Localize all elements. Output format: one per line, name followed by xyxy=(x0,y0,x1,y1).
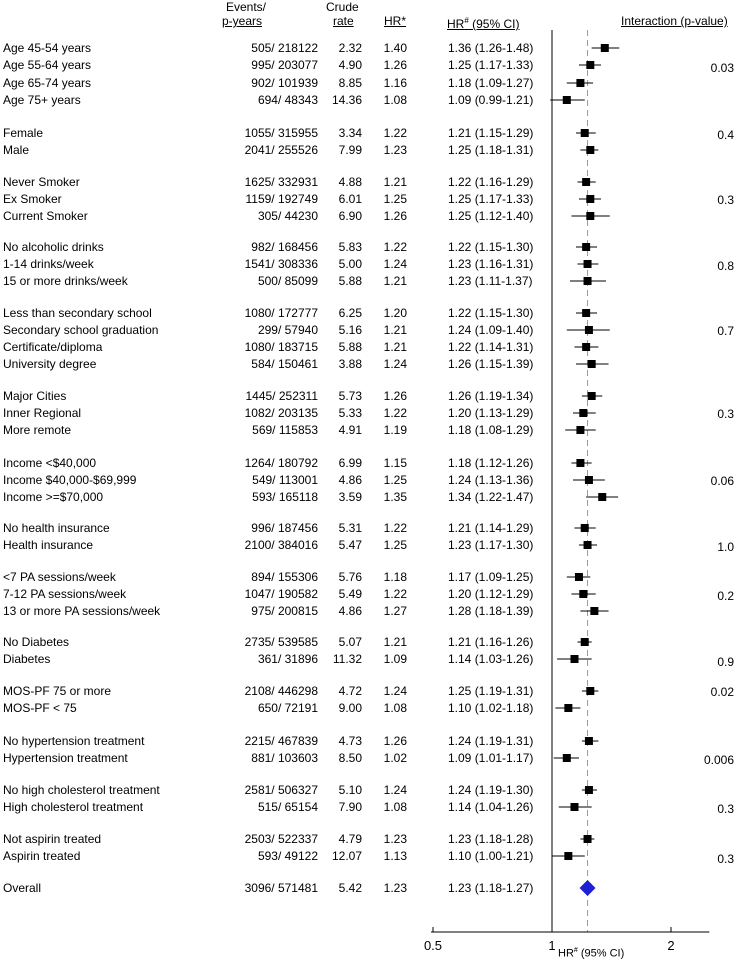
row-hr: 1.26 xyxy=(383,58,407,72)
row-crude-rate: 5.76 xyxy=(338,570,362,584)
row-hr: 1.23 xyxy=(383,881,407,895)
row-hr-ci: 1.20 (1.12-1.29) xyxy=(448,587,534,601)
row-events: 982/ 168456 xyxy=(251,240,318,254)
row-hr: 1.25 xyxy=(383,192,407,206)
row-hr-ci: 1.28 (1.18-1.39) xyxy=(448,604,534,618)
interaction-p-value: 0.2 xyxy=(717,589,734,603)
row-crude-rate: 5.47 xyxy=(338,538,362,552)
row-crude-rate: 5.42 xyxy=(338,881,362,895)
interaction-p-value: 0.3 xyxy=(717,407,734,421)
row-label: More remote xyxy=(3,423,72,437)
row-hr-ci: 1.10 (1.00-1.21) xyxy=(448,849,534,863)
hr-square xyxy=(588,360,596,368)
row-hr-ci: 1.23 (1.18-1.27) xyxy=(448,881,534,895)
row-hr-ci: 1.24 (1.09-1.40) xyxy=(448,323,534,337)
row-hr: 1.02 xyxy=(383,751,407,765)
row-events: 1159/ 192749 xyxy=(245,192,318,206)
overall-diamond xyxy=(580,880,596,896)
row-events: 299/ 57940 xyxy=(257,323,318,337)
row-hr: 1.24 xyxy=(383,684,407,698)
header-crude-line1: Crude xyxy=(326,0,359,14)
row-hr: 1.22 xyxy=(383,126,407,140)
row-events: 694/ 48343 xyxy=(257,93,318,107)
interaction-p-value: 0.3 xyxy=(717,802,734,816)
row-crude-rate: 3.59 xyxy=(338,490,362,504)
row-crude-rate: 11.32 xyxy=(332,652,362,666)
row-label: Income >=$70,000 xyxy=(3,490,104,504)
row-hr-ci: 1.25 (1.19-1.31) xyxy=(448,684,534,698)
row-events: 584/ 150461 xyxy=(251,357,318,371)
row-hr-ci: 1.09 (0.99-1.21) xyxy=(448,93,534,107)
row-label: Not aspirin treated xyxy=(3,832,102,846)
row-events: 1080/ 172777 xyxy=(244,306,318,320)
row-crude-rate: 6.90 xyxy=(338,209,362,223)
row-hr-ci: 1.23 (1.18-1.28) xyxy=(448,832,534,846)
hr-square xyxy=(575,573,583,581)
header-hr-ci: HR# (95% CI) xyxy=(447,16,520,31)
row-label: Male xyxy=(3,143,30,157)
row-label: Major Cities xyxy=(3,389,67,403)
hr-square xyxy=(601,44,609,52)
row-hr: 1.20 xyxy=(383,306,407,320)
row-crude-rate: 4.86 xyxy=(338,473,362,487)
row-hr: 1.26 xyxy=(383,209,407,223)
interaction-p-value: 1.0 xyxy=(717,540,734,554)
row-label: Current Smoker xyxy=(3,209,88,223)
row-events: 549/ 113001 xyxy=(252,473,318,487)
row-label: 7-12 PA sessions/week xyxy=(3,587,127,601)
hr-square xyxy=(585,326,593,334)
row-hr-ci: 1.22 (1.15-1.30) xyxy=(448,240,534,254)
row-crude-rate: 4.90 xyxy=(338,58,362,72)
hr-square xyxy=(584,541,592,549)
row-hr-ci: 1.21 (1.16-1.26) xyxy=(448,635,534,649)
row-crude-rate: 5.16 xyxy=(338,323,362,337)
hr-square xyxy=(563,96,571,104)
hr-square xyxy=(582,343,590,351)
row-hr: 1.21 xyxy=(383,323,407,337)
row-hr-ci: 1.25 (1.12-1.40) xyxy=(448,209,534,223)
row-hr: 1.22 xyxy=(383,587,407,601)
hr-square xyxy=(586,195,594,203)
hr-square xyxy=(582,309,590,317)
row-crude-rate: 3.88 xyxy=(338,357,362,371)
row-crude-rate: 8.85 xyxy=(338,76,362,90)
row-hr-ci: 1.22 (1.14-1.31) xyxy=(448,340,534,354)
row-events: 2041/ 255526 xyxy=(244,143,318,157)
row-events: 1047/ 190582 xyxy=(244,587,318,601)
row-hr-ci: 1.23 (1.17-1.30) xyxy=(448,538,534,552)
row-hr: 1.24 xyxy=(383,783,407,797)
row-hr-ci: 1.21 (1.15-1.29) xyxy=(448,126,534,140)
row-hr-ci: 1.20 (1.13-1.29) xyxy=(448,406,534,420)
row-crude-rate: 5.83 xyxy=(338,240,362,254)
row-hr-ci: 1.18 (1.09-1.27) xyxy=(448,76,534,90)
row-label: Age 55-64 years xyxy=(3,58,92,72)
row-events: 361/ 31896 xyxy=(257,652,318,666)
row-label: Aspirin treated xyxy=(3,849,81,863)
interaction-p-value: 0.03 xyxy=(710,61,734,75)
row-label: 15 or more drinks/week xyxy=(3,274,128,288)
interaction-p-value: 0.9 xyxy=(717,655,734,669)
interaction-p-value: 0.02 xyxy=(710,685,734,699)
row-label: Age 75+ years xyxy=(3,93,81,107)
row-events: 1541/ 308336 xyxy=(244,257,318,271)
hr-square xyxy=(579,590,587,598)
row-hr-ci: 1.34 (1.22-1.47) xyxy=(448,490,534,504)
hr-square xyxy=(576,426,584,434)
row-hr: 1.08 xyxy=(383,800,407,814)
row-crude-rate: 6.25 xyxy=(338,306,362,320)
row-events: 515/ 65154 xyxy=(257,800,318,814)
row-label: Never Smoker xyxy=(3,175,80,189)
row-crude-rate: 5.07 xyxy=(338,635,362,649)
row-label: <7 PA sessions/week xyxy=(3,570,116,584)
row-crude-rate: 4.88 xyxy=(338,175,362,189)
hr-square xyxy=(563,754,571,762)
header-crude-line2: rate xyxy=(333,14,354,28)
row-hr-ci: 1.09 (1.01-1.17) xyxy=(448,751,534,765)
interaction-p-value: 0.3 xyxy=(717,193,734,207)
row-crude-rate: 6.01 xyxy=(338,192,362,206)
row-hr-ci: 1.18 (1.12-1.26) xyxy=(448,456,534,470)
row-hr: 1.25 xyxy=(383,473,407,487)
row-hr-ci: 1.21 (1.14-1.29) xyxy=(448,521,534,535)
row-crude-rate: 5.73 xyxy=(338,389,362,403)
x-tick-label: 2 xyxy=(667,938,675,953)
hr-square xyxy=(585,786,593,794)
hr-square xyxy=(586,61,594,69)
row-hr: 1.22 xyxy=(383,240,407,254)
row-hr: 1.40 xyxy=(383,41,407,55)
row-hr-ci: 1.24 (1.19-1.30) xyxy=(448,783,534,797)
row-hr: 1.19 xyxy=(383,423,407,437)
hr-square xyxy=(582,243,590,251)
hr-square xyxy=(584,277,592,285)
row-hr: 1.21 xyxy=(383,340,407,354)
row-label: Secondary school graduation xyxy=(3,323,159,337)
row-hr: 1.24 xyxy=(383,357,407,371)
row-hr: 1.22 xyxy=(383,521,407,535)
row-hr-ci: 1.14 (1.03-1.26) xyxy=(448,652,534,666)
row-hr-ci: 1.25 (1.17-1.33) xyxy=(448,58,534,72)
row-crude-rate: 6.99 xyxy=(338,456,362,470)
header-hr: HR* xyxy=(384,14,407,28)
hr-square xyxy=(590,607,598,615)
interaction-p-value: 0.006 xyxy=(703,753,734,767)
row-hr-ci: 1.22 (1.15-1.30) xyxy=(448,306,534,320)
hr-square xyxy=(586,146,594,154)
x-tick-label: 0.5 xyxy=(423,938,443,953)
row-hr-ci: 1.25 (1.18-1.31) xyxy=(448,143,534,157)
row-hr-ci: 1.24 (1.19-1.31) xyxy=(448,734,534,748)
row-hr-ci: 1.26 (1.15-1.39) xyxy=(448,357,534,371)
interaction-p-value: 0.4 xyxy=(717,128,734,142)
row-events: 593/ 49122 xyxy=(257,849,318,863)
interaction-p-value: 0.06 xyxy=(710,474,734,488)
row-hr: 1.09 xyxy=(383,652,407,666)
row-crude-rate: 5.10 xyxy=(338,783,362,797)
row-label: Health insurance xyxy=(3,538,94,552)
row-events: 881/ 103603 xyxy=(251,751,318,765)
row-events: 2108/ 446298 xyxy=(244,684,318,698)
row-events: 1625/ 332931 xyxy=(244,175,318,189)
row-crude-rate: 5.88 xyxy=(338,340,362,354)
row-hr: 1.16 xyxy=(383,76,407,90)
row-events: 1055/ 315955 xyxy=(244,126,318,140)
row-hr-ci: 1.24 (1.13-1.36) xyxy=(448,473,534,487)
row-label: No health insurance xyxy=(3,521,110,535)
row-label: Diabetes xyxy=(3,652,51,666)
hr-square xyxy=(582,178,590,186)
row-hr: 1.21 xyxy=(383,175,407,189)
row-events: 902/ 101939 xyxy=(251,76,318,90)
header-events-line1: Events/ xyxy=(226,0,267,14)
row-label: No hypertension treatment xyxy=(3,734,145,748)
row-label: Age 45-54 years xyxy=(3,41,92,55)
hr-square xyxy=(570,655,578,663)
row-crude-rate: 12.07 xyxy=(331,849,362,863)
row-crude-rate: 4.86 xyxy=(338,604,362,618)
row-crude-rate: 3.34 xyxy=(338,126,362,140)
x-axis-label: HR# (95% CI) xyxy=(558,947,625,960)
row-hr: 1.21 xyxy=(383,274,407,288)
row-events: 593/ 165118 xyxy=(252,490,318,504)
row-hr-ci: 1.14 (1.04-1.26) xyxy=(448,800,534,814)
hr-square xyxy=(576,79,584,87)
row-label: Income <$40,000 xyxy=(3,456,97,470)
hr-square xyxy=(581,638,589,646)
row-events: 500/ 85099 xyxy=(257,274,318,288)
row-label: Certificate/diploma xyxy=(3,340,103,354)
hr-square xyxy=(588,392,596,400)
row-hr: 1.15 xyxy=(383,456,407,470)
row-label: Female xyxy=(3,126,44,140)
hr-square xyxy=(584,260,592,268)
row-label: University degree xyxy=(3,357,97,371)
row-events: 995/ 203077 xyxy=(251,58,318,72)
row-hr-ci: 1.10 (1.02-1.18) xyxy=(448,701,534,715)
interaction-p-value: 0.3 xyxy=(717,852,734,866)
row-hr: 1.26 xyxy=(383,734,407,748)
row-crude-rate: 4.72 xyxy=(338,684,362,698)
row-label: Less than secondary school xyxy=(3,306,152,320)
row-hr-ci: 1.25 (1.17-1.33) xyxy=(448,192,534,206)
row-label: 1-14 drinks/week xyxy=(3,257,94,271)
row-hr: 1.23 xyxy=(383,143,407,157)
row-events: 1264/ 180792 xyxy=(244,456,318,470)
row-crude-rate: 14.36 xyxy=(331,93,362,107)
row-crude-rate: 9.00 xyxy=(338,701,362,715)
hr-square xyxy=(570,803,578,811)
row-hr: 1.23 xyxy=(383,832,407,846)
hr-square xyxy=(586,687,594,695)
row-events: 650/ 72191 xyxy=(257,701,318,715)
row-label: Hypertension treatment xyxy=(3,751,128,765)
row-hr-ci: 1.36 (1.26-1.48) xyxy=(448,41,534,55)
header-events-line2: p-years xyxy=(222,14,263,28)
row-events: 305/ 44230 xyxy=(257,209,318,223)
row-events: 2581/ 506327 xyxy=(244,783,318,797)
hr-square xyxy=(581,524,589,532)
hr-square xyxy=(585,476,593,484)
row-label: No high cholesterol treatment xyxy=(3,783,160,797)
row-events: 2100/ 384016 xyxy=(244,538,318,552)
hr-square xyxy=(579,409,587,417)
row-hr: 1.25 xyxy=(383,538,407,552)
interaction-p-value: 0.7 xyxy=(717,324,734,338)
row-crude-rate: 4.91 xyxy=(338,423,362,437)
hr-square xyxy=(586,212,594,220)
hr-square xyxy=(585,737,593,745)
row-hr-ci: 1.26 (1.19-1.34) xyxy=(448,389,534,403)
row-label: Overall xyxy=(3,881,42,895)
row-events: 2215/ 467839 xyxy=(244,734,318,748)
row-events: 2735/ 539585 xyxy=(244,635,318,649)
row-label: MOS-PF < 75 xyxy=(3,701,77,715)
hr-square xyxy=(584,835,592,843)
row-events: 505/ 218122 xyxy=(251,41,318,55)
row-events: 1082/ 203135 xyxy=(244,406,318,420)
row-events: 1080/ 183715 xyxy=(244,340,318,354)
row-hr: 1.13 xyxy=(383,849,407,863)
row-crude-rate: 2.32 xyxy=(338,41,362,55)
row-label: Ex Smoker xyxy=(3,192,62,206)
row-hr: 1.26 xyxy=(383,389,407,403)
hr-square xyxy=(564,704,572,712)
row-label: No alcoholic drinks xyxy=(3,240,104,254)
row-events: 996/ 187456 xyxy=(251,521,318,535)
hr-square xyxy=(598,493,606,501)
x-tick-label: 1 xyxy=(548,938,556,953)
row-hr: 1.35 xyxy=(383,490,407,504)
row-label: Age 65-74 years xyxy=(3,76,92,90)
row-events: 975/ 200815 xyxy=(251,604,318,618)
row-crude-rate: 5.00 xyxy=(338,257,362,271)
row-crude-rate: 5.33 xyxy=(338,406,362,420)
row-label: 13 or more PA sessions/week xyxy=(3,604,161,618)
interaction-p-value: 0.8 xyxy=(717,259,734,273)
row-label: High cholesterol treatment xyxy=(3,800,144,814)
row-hr: 1.24 xyxy=(383,257,407,271)
row-events: 3096/ 571481 xyxy=(244,881,318,895)
hr-square xyxy=(576,459,584,467)
row-crude-rate: 7.99 xyxy=(338,143,362,157)
row-crude-rate: 4.73 xyxy=(338,734,362,748)
row-hr: 1.08 xyxy=(383,701,407,715)
row-events: 569/ 115853 xyxy=(252,423,318,437)
hr-square xyxy=(564,852,572,860)
hr-square xyxy=(581,129,589,137)
row-label: No Diabetes xyxy=(3,635,70,649)
row-hr-ci: 1.22 (1.16-1.29) xyxy=(448,175,534,189)
row-hr: 1.08 xyxy=(383,93,407,107)
row-hr: 1.22 xyxy=(383,406,407,420)
row-crude-rate: 5.88 xyxy=(338,274,362,288)
row-label: MOS-PF 75 or more xyxy=(3,684,112,698)
row-hr-ci: 1.23 (1.16-1.31) xyxy=(448,257,534,271)
row-label: Inner Regional xyxy=(3,406,82,420)
row-events: 894/ 155306 xyxy=(251,570,318,584)
row-crude-rate: 5.49 xyxy=(338,587,362,601)
row-hr-ci: 1.23 (1.11-1.37) xyxy=(448,274,533,288)
row-crude-rate: 5.31 xyxy=(338,521,362,535)
row-events: 2503/ 522337 xyxy=(244,832,318,846)
row-events: 1445/ 252311 xyxy=(245,389,318,403)
row-hr: 1.21 xyxy=(383,635,407,649)
row-hr-ci: 1.18 (1.08-1.29) xyxy=(448,423,534,437)
row-crude-rate: 8.50 xyxy=(338,751,362,765)
row-crude-rate: 7.90 xyxy=(338,800,362,814)
row-label: Income $40,000-$69,999 xyxy=(3,473,137,487)
row-hr-ci: 1.17 (1.09-1.25) xyxy=(448,570,534,584)
row-hr: 1.18 xyxy=(383,570,407,584)
row-hr: 1.27 xyxy=(383,604,407,618)
header-interaction: Interaction (p-value) xyxy=(621,14,728,28)
row-crude-rate: 4.79 xyxy=(338,832,362,846)
